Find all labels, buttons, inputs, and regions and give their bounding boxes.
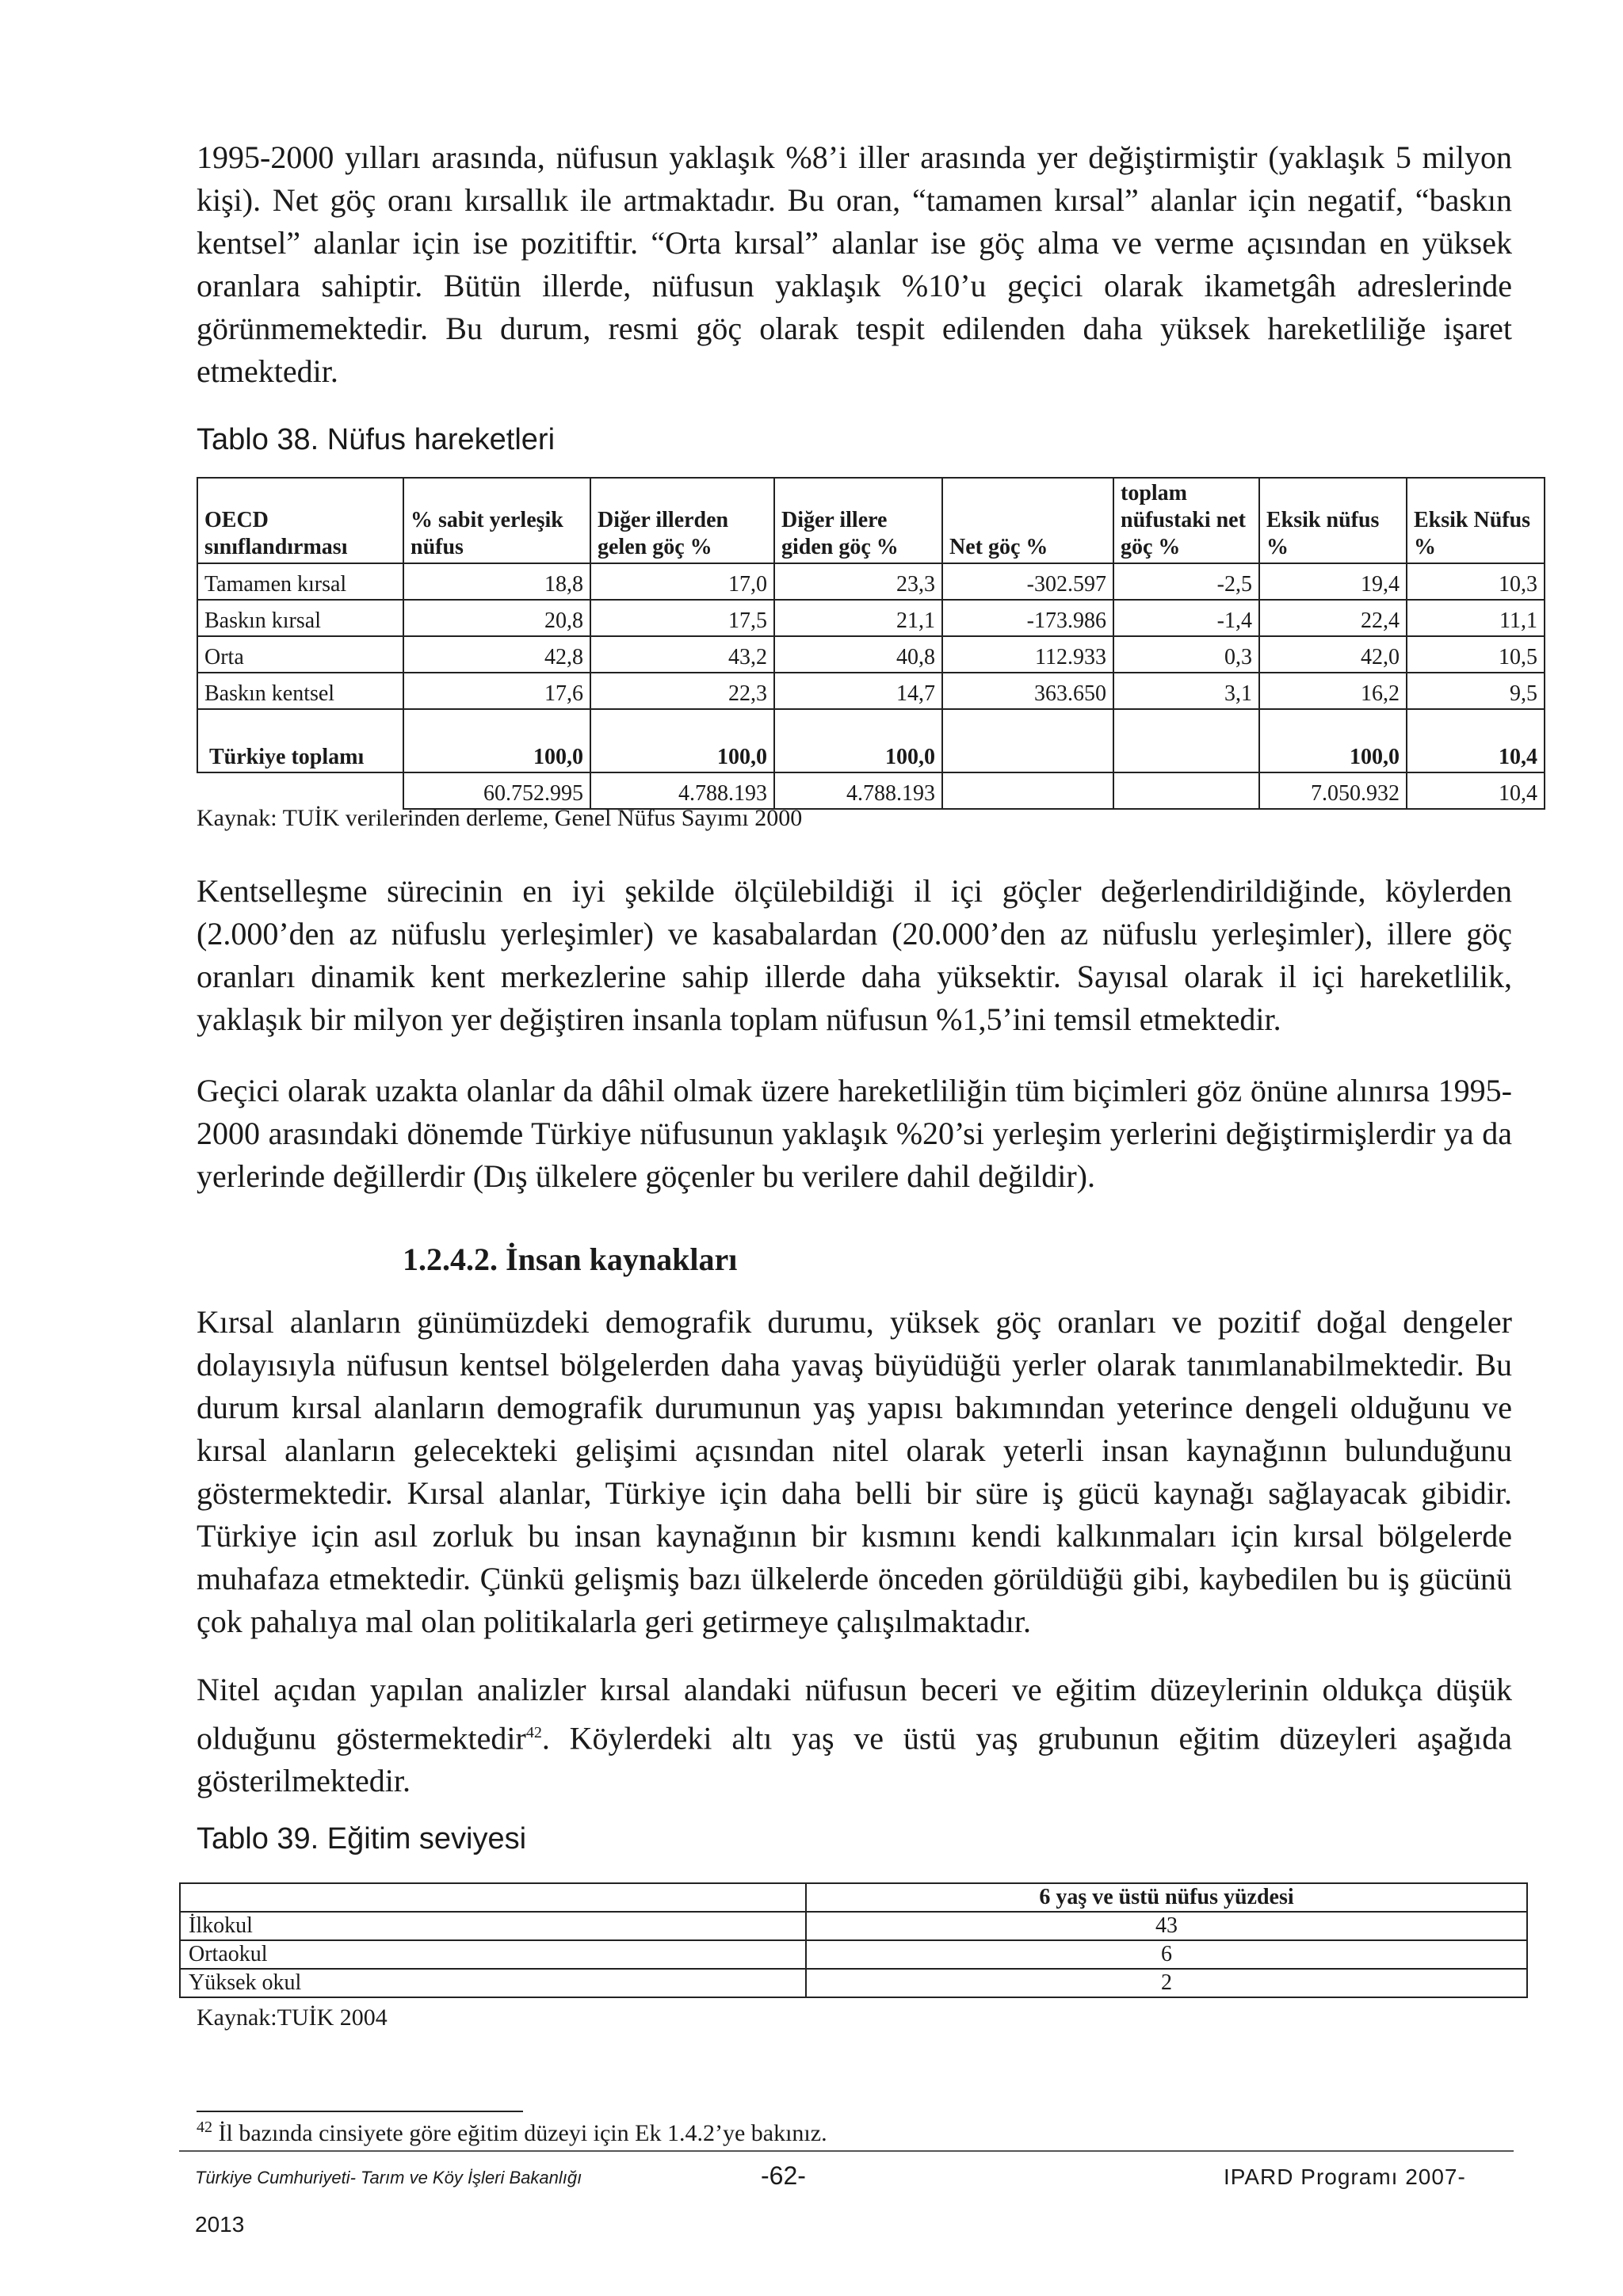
- table-cell: 19,4: [1259, 563, 1407, 600]
- paragraph-education-text-end: . Köylerdeki altı yaş ve üstü yaş grubunun eğitim düzeyleri aşağıda gösterilmektedir.: [197, 1720, 1512, 1799]
- paragraph-migration-1995-2000: 1995-2000 yılları arasında, nüfusun yaklaşık %8’i iller arasında yer değiştirmiştir (yaklaşık 5 milyon kişi). Net göç oranı kırsallık ile artmaktadır. Bu oran, “tamamen kırsal” alanlar için negatif, “baskın kentsel” alanlar için ise pozitiftir. “Orta kırsal” alanlar ise göç alma ve verme açısından en yüksek oranlara sahiptir. Bütün illerde, nüfusun yaklaşık %10’u geçici olarak ikametgâh adreslerinde görünmemektedir. Bu durum, resmi göç olarak tespit edilenden daha yüksek hareketliliğe işaret etmektedir.: [197, 139, 1512, 389]
- empty-cell: [197, 772, 403, 809]
- header-in-migration: Diğer illerden gelen göç %: [590, 478, 774, 563]
- footer-ministry: Türkiye Cumhuriyeti- Tarım ve Köy İşleri Bakanlığı: [195, 2168, 582, 2187]
- table-cell: 0,3: [1113, 636, 1259, 673]
- section-heading-human-resources: 1.2.4.2. İnsan kaynakları: [403, 1241, 738, 1277]
- row-label: Orta: [197, 636, 403, 673]
- table-cell: 2: [806, 1969, 1527, 1997]
- table-cell: 43: [806, 1912, 1527, 1940]
- table-cell: 10,5: [1407, 636, 1545, 673]
- table-row: [180, 1940, 1527, 1969]
- row-label: Tamamen kırsal: [197, 563, 403, 600]
- table-cell: 10,4: [1407, 772, 1545, 809]
- table-cell: 10,4: [1407, 709, 1545, 772]
- header-out-migration: Diğer illere giden göç %: [774, 478, 942, 563]
- table-cell: [942, 709, 1113, 772]
- table-row: [180, 1969, 1527, 1997]
- page-number: -62-: [761, 2161, 806, 2190]
- table-cell: 100,0: [590, 709, 774, 772]
- paragraph-demographics: Kırsal alanların günümüzdeki demografik durumu, yüksek göç oranları ve pozitif doğal dengeler dolayısıyla nüfusun kentsel bölgelerden daha yavaş büyüdüğü yerler olarak tanımlanabilmektedir. Bu durum kırsal alanların demografik durumunun yaş yapısı bakımından yeterince dengeli olduğunu ve kırsal alanların gelecekteki gelişimi açısından nitel olarak yeterli insan kaynağının bulunduğunu göstermektedir. Kırsal alanlar, Türkiye için daha belli bir süre iş gücü kaynağı sağlayacak gibidir. Türkiye için asıl zorluk bu insan kaynağının bir kısmını kendi kalkınmaları için kırsal bölgelerde muhafaza etmektedir. Çünkü gelişmiş bazı ülkelerde önceden görüldüğü gibi, kaybedilen bu iş gücünü çok pahalıya mal olan politikalarla geri getirmeye çalışılmaktadır.: [197, 1304, 1512, 1639]
- table-cell: 100,0: [774, 709, 942, 772]
- table-cell: -2,5: [1113, 563, 1259, 600]
- table-39-caption: Tablo 39. Eğitim seviyesi: [197, 1822, 527, 1855]
- table-cell: [1113, 772, 1259, 809]
- table-39-source: Kaynak:TUİK 2004: [197, 2004, 388, 2031]
- header-missing-population: Eksik nüfus %: [1259, 478, 1407, 563]
- table-cell: 4.788.193: [774, 772, 942, 809]
- table-cell: 17,6: [403, 673, 590, 709]
- table-row: [197, 673, 1545, 709]
- header-missing-population-2: Eksik Nüfus %: [1407, 478, 1545, 563]
- row-label: Yüksek okul: [180, 1969, 806, 1997]
- table-absolute-row: [197, 772, 1545, 809]
- table-cell: 9,5: [1407, 673, 1545, 709]
- table-cell: 42,0: [1259, 636, 1407, 673]
- table-cell: -1,4: [1113, 600, 1259, 636]
- table-row: [197, 600, 1545, 636]
- table-cell: 100,0: [1259, 709, 1407, 772]
- table-cell: 11,1: [1407, 600, 1545, 636]
- table-cell: -173.986: [942, 600, 1113, 636]
- table-header-row: [180, 1883, 1527, 1912]
- table-header-row: [197, 478, 1545, 563]
- table-cell: 42,8: [403, 636, 590, 673]
- table-cell: 22,3: [590, 673, 774, 709]
- table-38-population-movements: [197, 477, 1545, 810]
- table-cell: [1113, 709, 1259, 772]
- paragraph-urbanization: Kentselleşme sürecinin en iyi şekilde ölçülebildiği il içi göçler değerlendirildiğinde, köylerden (2.000’den az nüfuslu yerleşimler) ve kasabalardan (20.000’den az nüfuslu yerleşimler), illere göç oranları dinamik kent merkezlerine sahip illerde daha yüksektir. Sayısal olarak il içi hareketlilik, yaklaşık bir milyon yer değiştiren insanla toplam nüfusun %1,5’ini temsil etmektedir.: [197, 873, 1512, 1037]
- table-row: [197, 563, 1545, 600]
- table-cell: 22,4: [1259, 600, 1407, 636]
- footnote-divider: [197, 2111, 523, 2112]
- paragraph-mobility: Geçici olarak uzakta olanlar da dâhil olmak üzere hareketliliğin tüm biçimleri göz önüne alınırsa 1995-2000 arasındaki dönemde Türkiye nüfusunun yaklaşık %20’si yerleşim yerlerini değiştirmişlerdir ya da yerlerinde değillerdir (Dış ülkelere göçenler bu verilere dahil değildir).: [197, 1073, 1512, 1194]
- table-cell: 100,0: [403, 709, 590, 772]
- table-cell: 23,3: [774, 563, 942, 600]
- header-net-migration: Net göç %: [942, 478, 1113, 563]
- footer-program: IPARD Programı 2007-: [1224, 2164, 1466, 2189]
- table-cell: 17,0: [590, 563, 774, 600]
- row-label: Baskın kentsel: [197, 673, 403, 709]
- table-cell: 40,8: [774, 636, 942, 673]
- table-cell: [942, 772, 1113, 809]
- table-cell: 17,5: [590, 600, 774, 636]
- footer-divider: [179, 2150, 1514, 2152]
- paragraph-education-text: Nitel açıdan yapılan analizler kırsal alandaki nüfusun beceri ve eğitim düzeylerinin oldukça düşük olduğunu göstermektedir: [197, 1672, 1512, 1756]
- table-row: [197, 636, 1545, 673]
- header-net-migration-share: toplam nüfustaki net göç %: [1113, 478, 1259, 563]
- table-38-caption: Tablo 38. Nüfus hareketleri: [197, 423, 556, 456]
- table-cell: 18,8: [403, 563, 590, 600]
- table-row: [180, 1912, 1527, 1940]
- table-cell: 60.752.995: [403, 772, 590, 809]
- table-cell: 4.788.193: [590, 772, 774, 809]
- row-label: Baskın kırsal: [197, 600, 403, 636]
- table-cell: 7.050.932: [1259, 772, 1407, 809]
- table-cell: 363.650: [942, 673, 1113, 709]
- row-label-total: Türkiye toplamı: [197, 709, 403, 772]
- table-cell: 14,7: [774, 673, 942, 709]
- table-38-source: Kaynak: TUİK verilerinden derleme, Genel Nüfus Sayımı 2000: [197, 805, 803, 831]
- row-label: İlkokul: [180, 1912, 806, 1940]
- footnote-number: 42: [197, 2119, 212, 2136]
- table-39-education-level: [179, 1882, 1528, 1998]
- footnote-reference[interactable]: 42: [525, 1724, 542, 1741]
- table-cell: 10,3: [1407, 563, 1545, 600]
- table-cell: 20,8: [403, 600, 590, 636]
- paragraph-education: [197, 1669, 1512, 1802]
- header-oecd: OECD sınıflandırması: [197, 478, 403, 563]
- table-cell: 16,2: [1259, 673, 1407, 709]
- table-cell: 6: [806, 1940, 1527, 1969]
- footnote-text: İl bazında cinsiyete göre eğitim düzeyi için Ek 1.4.2’ye bakınız.: [212, 2120, 827, 2146]
- table-total-row: [197, 709, 1545, 772]
- header-population-share: 6 yaş ve üstü nüfus yüzdesi: [806, 1883, 1527, 1912]
- footer-year: 2013: [195, 2212, 245, 2237]
- footnote: [197, 2119, 827, 2147]
- table-cell: 21,1: [774, 600, 942, 636]
- header-fixed-resident: % sabit yerleşik nüfus: [403, 478, 590, 563]
- table-cell: -302.597: [942, 563, 1113, 600]
- empty-cell: [180, 1883, 806, 1912]
- table-cell: 3,1: [1113, 673, 1259, 709]
- row-label: Ortaokul: [180, 1940, 806, 1969]
- table-cell: 112.933: [942, 636, 1113, 673]
- table-cell: 43,2: [590, 636, 774, 673]
